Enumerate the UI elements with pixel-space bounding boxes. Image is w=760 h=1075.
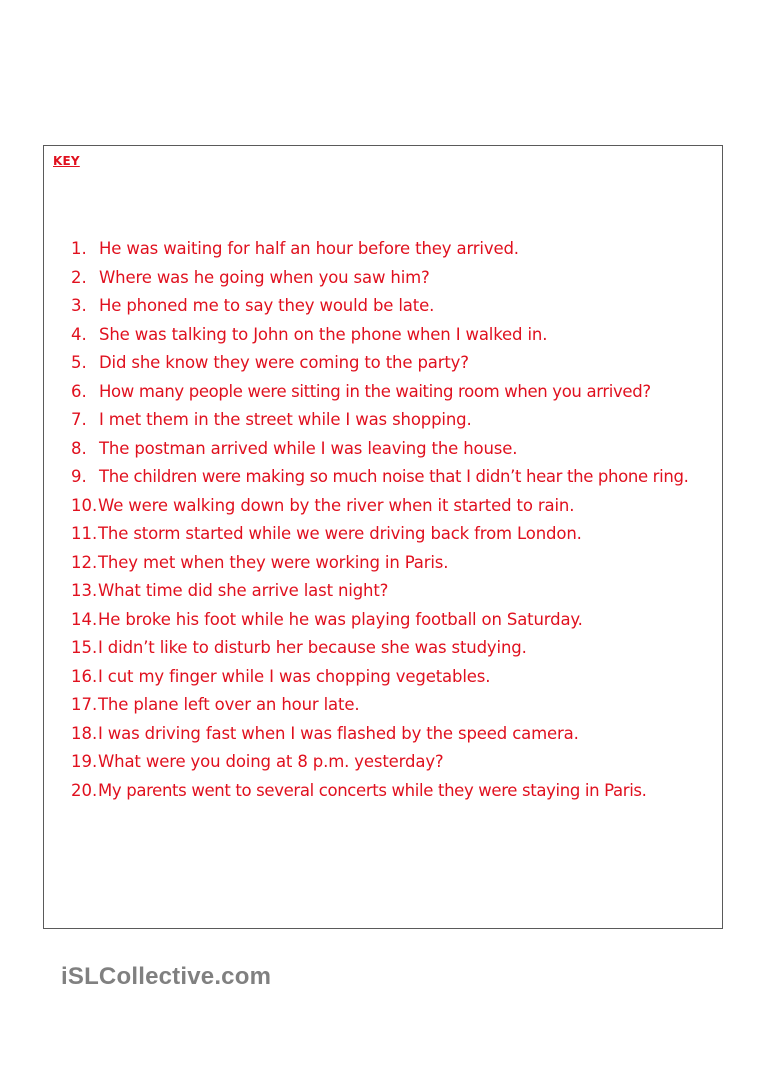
answer-number: 19. bbox=[71, 752, 98, 771]
answer-text: My parents went to several concerts while they were staying in Paris. bbox=[98, 780, 647, 800]
answer-text: The storm started while we were driving back from London. bbox=[98, 524, 582, 543]
answer-number: 17. bbox=[71, 695, 98, 714]
answer-number: 9. bbox=[71, 467, 87, 486]
answer-text: How many people were sitting in the waiting room when you arrived? bbox=[99, 381, 651, 401]
answer-text: The plane left over an hour late. bbox=[98, 695, 360, 714]
answer-text: He phoned me to say they would be late. bbox=[99, 296, 435, 315]
answer-text: What were you doing at 8 p.m. yesterday? bbox=[98, 752, 444, 771]
answer-text: I was driving fast when I was flashed by the speed camera. bbox=[98, 723, 579, 743]
answer-number: 2. bbox=[71, 267, 87, 287]
answer-number: 6. bbox=[71, 381, 87, 401]
answer-number: 13. bbox=[71, 581, 98, 600]
answer-text: Where was he going when you saw him? bbox=[99, 267, 430, 287]
answer-text: I cut my finger while I was chopping vegetables. bbox=[98, 666, 491, 686]
answer-text: He was waiting for half an hour before they arrived. bbox=[99, 239, 519, 258]
answer-text: I didn’t like to disturb her because she was studying. bbox=[98, 638, 527, 657]
answer-number: 7. bbox=[71, 410, 87, 429]
answer-number: 5. bbox=[71, 353, 87, 372]
answer-text: The children were making so much noise that I didn’t hear the phone ring. bbox=[99, 467, 689, 486]
answer-text: I met them in the street while I was shopping. bbox=[99, 410, 472, 429]
answer-number: 14. bbox=[71, 609, 98, 629]
answer-number: 8. bbox=[71, 438, 87, 458]
answer-number: 18. bbox=[71, 723, 98, 743]
answer-number: 4. bbox=[71, 324, 87, 344]
answer-text: She was talking to John on the phone when I walked in. bbox=[99, 324, 548, 344]
key-heading: KEY bbox=[53, 154, 80, 168]
answer-number: 10. bbox=[71, 495, 98, 515]
answer-number: 15. bbox=[71, 638, 98, 657]
answer-number: 3. bbox=[71, 296, 87, 315]
answer-number: 11. bbox=[71, 524, 98, 543]
answer-number: 20. bbox=[71, 780, 98, 800]
answer-number: 16. bbox=[71, 666, 98, 686]
answer-text: The postman arrived while I was leaving the house. bbox=[99, 438, 518, 458]
answer-text: Did she know they were coming to the party? bbox=[99, 353, 469, 372]
answer-number: 12. bbox=[71, 552, 98, 572]
answer-text: They met when they were working in Paris. bbox=[98, 552, 449, 572]
answer-number: 1. bbox=[71, 239, 87, 258]
islcollective-watermark: iSLCollective.com bbox=[61, 963, 272, 990]
answer-text: We were walking down by the river when it started to rain. bbox=[98, 495, 575, 515]
answer-text: What time did she arrive last night? bbox=[98, 581, 389, 600]
answer-text: He broke his foot while he was playing football on Saturday. bbox=[98, 609, 583, 629]
